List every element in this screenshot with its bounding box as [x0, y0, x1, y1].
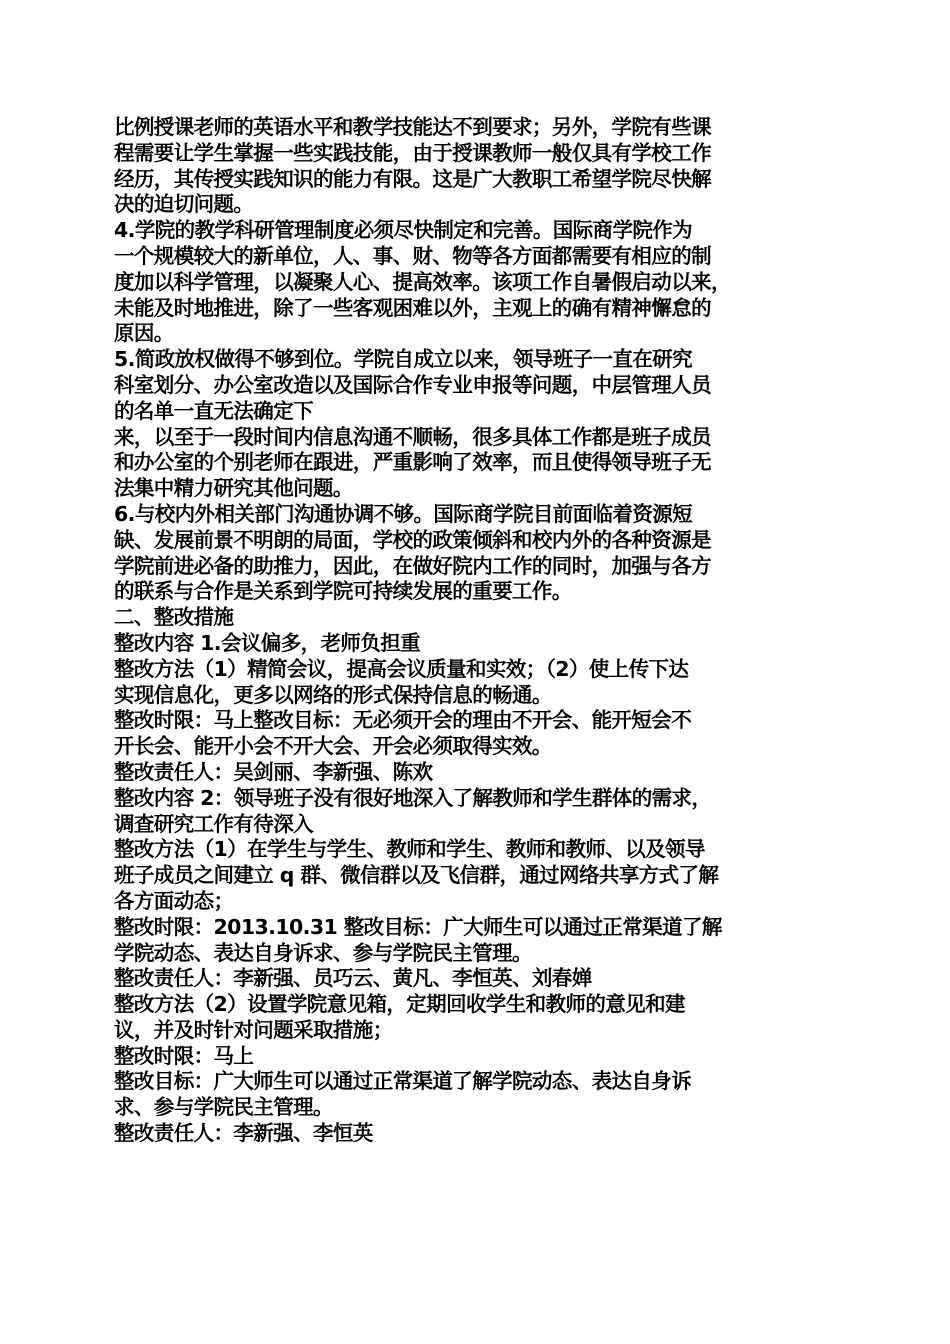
text-line: 整改责任人：吴剑丽、李新强、陈欢 — [114, 759, 433, 784]
text-line: 整改内容 1.会议偏多，老师负担重 — [114, 630, 420, 655]
text-line: 整改方法（1）在学生与学生、教师和学生、教师和教师、以及领导 — [114, 837, 705, 862]
text-line: 整改时限：马上整改目标：无必须开会的理由不开会、能开短会不 — [114, 708, 692, 733]
text-line: 整改内容 2：领导班子没有很好地深入了解教师和学生群体的需求， — [114, 785, 712, 810]
text-line: 来，以至于一段时间内信息沟通不顺畅，很多具体工作都是班子成员 — [114, 424, 711, 449]
text-line: 的联系与合作是关系到学院可持续发展的重要工作。 — [114, 579, 572, 604]
text-line: 议，并及时针对问题采取措施； — [114, 1017, 393, 1042]
text-line: 度加以科学管理，以凝聚人心、提高效率。该项工作自暑假启动以来， — [114, 269, 731, 294]
text-line: 科室划分、办公室改造以及国际合作专业申报等问题，中层管理人员 — [114, 372, 711, 397]
text-line: 原因。 — [114, 321, 174, 346]
text-line: 缺、发展前景不明朗的局面，学校的政策倾斜和校内外的各种资源是 — [114, 527, 711, 552]
text-line: 整改时限：马上 — [114, 1043, 254, 1068]
text-line: 整改责任人：李新强、李恒英 — [114, 1121, 373, 1146]
text-line: 决的迫切问题。 — [114, 192, 254, 217]
text-line: 5.简政放权做得不够到位。学院自成立以来，领导班子一直在研究 — [114, 347, 693, 372]
text-line: 一个规模较大的新单位，人、事、财、物等各方面都需要有相应的制 — [114, 243, 711, 268]
text-line: 整改目标：广大师生可以通过正常渠道了解学院动态、表达自身诉 — [114, 1069, 692, 1094]
section-heading: 二、整改措施 — [114, 605, 234, 630]
text-line: 实现信息化，更多以网络的形式保持信息的畅通。 — [114, 682, 552, 707]
text-line: 整改方法（2）设置学院意见箱，定期回收学生和教师的意见和建 — [114, 992, 685, 1017]
text-line: 学院前进必备的助推力，因此，在做好院内工作的同时，加强与各方 — [114, 553, 711, 578]
text-line: 程需要让学生掌握一些实践技能，由于授课教师一般仅具有学校工作 — [114, 140, 711, 165]
text-line: 未能及时地推进，除了一些客观困难以外，主观上的确有精神懈怠的 — [114, 295, 711, 320]
text-line: 法集中精力研究其他问题。 — [114, 476, 353, 501]
text-line: 求、参与学院民主管理。 — [114, 1095, 333, 1120]
text-line: 各方面动态； — [114, 888, 234, 913]
document-body — [114, 115, 844, 1147]
text-line: 学院动态、表达自身诉求、参与学院民主管理。 — [114, 940, 532, 965]
text-line: 的名单一直无法确定下 — [114, 398, 313, 423]
text-line: 整改责任人：李新强、员巧云、黄凡、李恒英、刘春婵 — [114, 966, 592, 991]
text-line: 调查研究工作有待深入 — [114, 811, 313, 836]
text-line: 和办公室的个别老师在跟进，严重影响了效率，而且使得领导班子无 — [114, 450, 711, 475]
text-line: 班子成员之间建立 q 群、微信群以及飞信群，通过网络共享方式了解 — [114, 863, 719, 888]
text-line: 比例授课老师的英语水平和教学技能达不到要求；另外，学院有些课 — [114, 115, 711, 139]
text-line: 整改时限：2013.10.31 整改目标：广大师生可以通过正常渠道了解 — [114, 914, 722, 939]
text-line: 整改方法（1）精简会议，提高会议质量和实效；（2）使上传下达 — [114, 656, 689, 681]
text-line: 经历，其传授实践知识的能力有限。这是广大教职工希望学院尽快解 — [114, 166, 711, 191]
text-line: 4.学院的教学科研管理制度必须尽快制定和完善。国际商学院作为 — [114, 218, 693, 243]
text-line: 开长会、能开小会不开大会、开会必须取得实效。 — [114, 734, 552, 759]
text-line: 6.与校内外相关部门沟通协调不够。国际商学院目前面临着资源短 — [114, 501, 693, 526]
